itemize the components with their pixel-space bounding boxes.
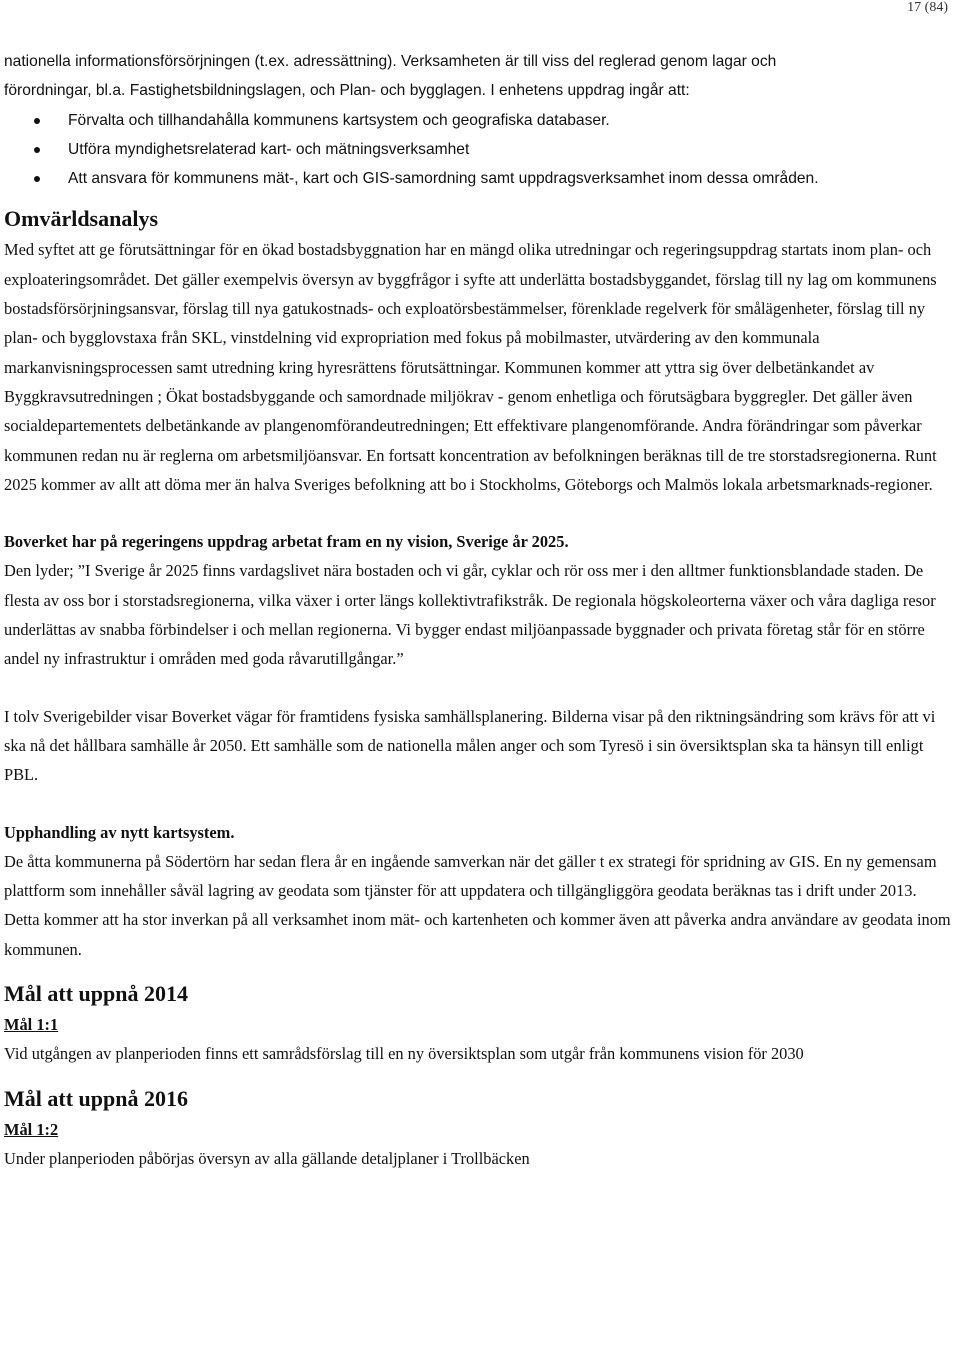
goal-1-1-text: Vid utgången av planperioden finns ett samrådsförslag till en ny översiktsplan som utgår från kommunens vision för 2030 xyxy=(4,1044,804,1064)
bullet-icon xyxy=(34,176,40,182)
intro-line-1: nationella informationsförsörjningen (t.ex. adressättning). Verksamheten är till viss del reglerad genom lagar och xyxy=(4,53,777,70)
goal-2016-heading: Mål att uppnå 2016 xyxy=(4,1085,188,1111)
task-list xyxy=(4,106,956,194)
spacer xyxy=(4,790,956,818)
upphandling-paragraph: De åtta kommunerna på Södertörn har sedan flera år en ingående samverkan när det gäller t ex strategi för spridning av GIS. En ny gemensam plattform som innehåller såväl lagring av geodata som tjänster för att uppdatera och tillgängliggöra geodata beräknas tas i drift under 2013. Detta kommer att ha stor inverkan på all verksamhet inom mät- och kartenheten och kommer även att påverka andra användare av geodata inom kommunen. xyxy=(4,851,951,959)
list-item-text: Utföra myndighetsrelaterad kart- och mätningsverksamhet xyxy=(68,140,470,158)
list-item xyxy=(4,135,956,164)
list-item xyxy=(4,106,956,135)
spacer xyxy=(4,674,956,702)
list-item-text: Att ansvara för kommunens mät-, kart och GIS-samordning samt uppdragsverksamhet inom dessa områden. xyxy=(68,170,819,188)
intro-line-2: förordningar, bl.a. Fastighetsbildningslagen, och Plan- och bygglagen. I enhetens uppdrag ingår att: xyxy=(4,82,690,100)
spacer xyxy=(4,499,956,527)
goal-1-2-text: Under planperioden påbörjas översyn av alla gällande detaljplaner i Trollbäcken xyxy=(4,1148,530,1168)
bullet-icon xyxy=(34,118,40,124)
bullet-icon xyxy=(34,147,40,153)
section-heading-omvarldsanalys: Omvärldsanalys xyxy=(4,206,159,232)
page-content xyxy=(4,47,956,1173)
boverket-heading: Boverket har på regeringens uppdrag arbetat fram en ny vision, Sverige år 2025. xyxy=(4,532,569,552)
goal-1-2-label: Mål 1:2 xyxy=(4,1119,59,1139)
list-item-text: Förvalta och tillhandahålla kommunens kartsystem och geografiska databaser. xyxy=(68,111,610,129)
page-number: 17 (84) xyxy=(907,0,948,15)
tolv-sverigebilder-paragraph: I tolv Sverigebilder visar Boverket vägar för framtidens fysiska samhällsplanering. Bilderna visar på den riktningsändring som krävs för att vi ska nå det hållbara samhälle år 2050. Ett samhälle som de nationella målen anger och som Tyresö i sin översiktsplan ska ta hänsyn till enligt PBL. xyxy=(4,706,936,785)
list-item xyxy=(4,164,956,193)
boverket-paragraph: Den lyder; ”I Sverige år 2025 finns vardagslivet nära bostaden och vi går, cyklar och rör oss mer i den alltmer funktionsblandade staden. De flesta av oss bor i storstadsregionerna, vilka växer i orter längs kollektivtrafikstråk. De regionala högskoleorterna växer och våra dagliga resor underlättas av snabba förbindelser i och mellan regionerna. Vi bygger endast miljöanpassade byggnader och privata företag står för en större andel ny infrastruktur i områden med goda råvarutillgångar.” xyxy=(4,561,936,669)
goal-1-1-label: Mål 1:1 xyxy=(4,1015,59,1035)
upphandling-heading: Upphandling av nytt kartsystem. xyxy=(4,822,235,842)
goal-2014-heading: Mål att uppnå 2014 xyxy=(4,981,188,1007)
omvarldsanalys-paragraph: Med syftet att ge förutsättningar för en ökad bostadsbyggnation har en mängd olika utredningar och regeringsuppdrag startats inom plan- och exploateringsområdet. Det gäller exempelvis översyn av byggfrågor i syfte att underlätta bostadsbyggandet, förslag till ny lag om kommunens bostadsförsörjningsansvar, förslag till nya gatukostnads- och exploatörsbestämmelser, förenklade regelverk för smålägenheter, förslag till ny plan- och bygglovstaxa från SKL, vinstdelning vid expropriation med fokus på mobilmaster, utvärdering av den kommunala markanvisningsprocessen samt utredning kring hyresrättens förutsättningar. Kommunen kommer att yttra sig över delbetänkandet av Byggkravsutredningen ; Ökat bostadsbyggande och samordnade miljökrav - genom enhetliga och förutsägbara byggregler. Det gäller även socialdepartementets delbetänkande av plangenomförandeutredningen; Ett effektivare plangenomförande. Andra förändringar som påverkar kommunen redan nu är reglerna om arbetsmiljöansvar. En fortsatt koncentration av befolkningen beräknas till de tre storstadsregionerna. Runt 2025 kommer av allt att döma mer än halva Sveriges befolkning att bo i Stockholms, Göteborgs och Malmös lokala arbetsmarknads-regioner. xyxy=(4,240,937,494)
